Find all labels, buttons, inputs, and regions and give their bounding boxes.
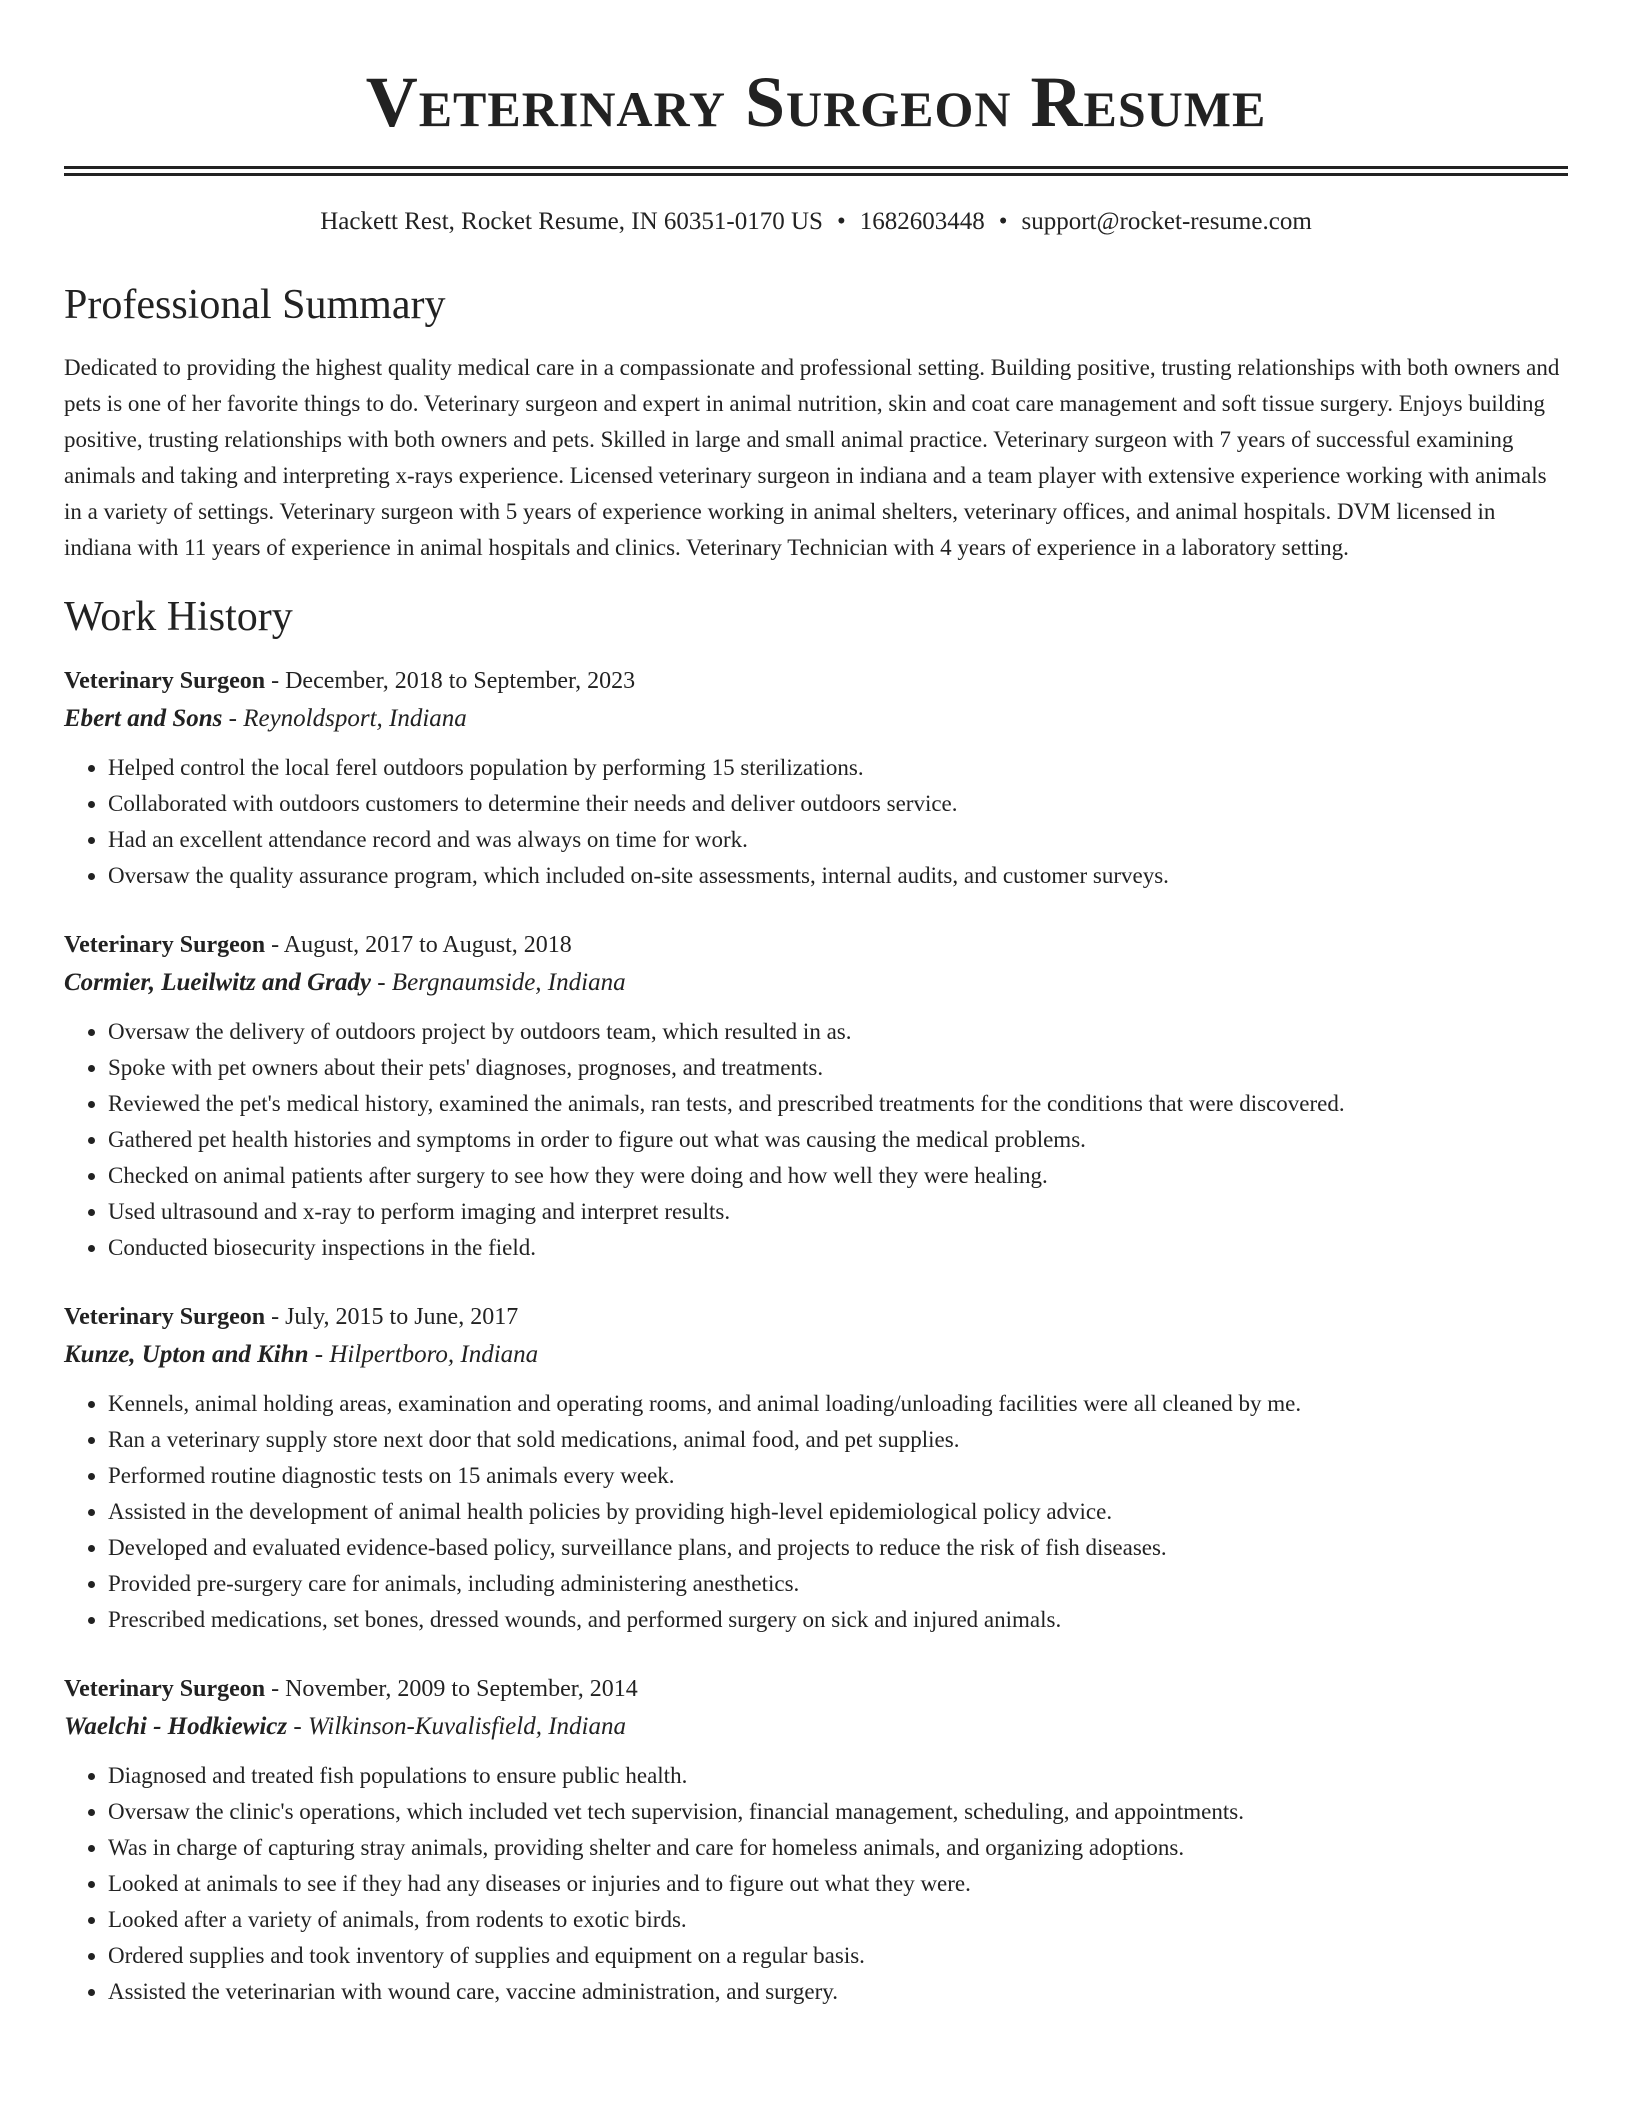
job-company: Waelchi - Hodkiewicz xyxy=(64,1713,288,1740)
duty-item: • Oversaw the quality assurance program, which included on-site assessments, internal audits, and customer surveys. xyxy=(108,858,1568,894)
contact-line xyxy=(64,206,1568,238)
job-title-line xyxy=(64,926,1568,964)
duty-item: • Ordered supplies and took inventory of supplies and equipment on a regular basis. xyxy=(108,1938,1568,1974)
job-entry xyxy=(64,926,1568,1266)
duty-item: • Prescribed medications, set bones, dressed wounds, and performed surgery on sick and injured animals. xyxy=(108,1602,1568,1638)
duty-item: • Checked on animal patients after surgery to see how they were doing and how well they were healing. xyxy=(108,1158,1568,1194)
duty-item: • Conducted biosecurity inspections in the field. xyxy=(108,1230,1568,1266)
duty-item: • Used ultrasound and x-ray to perform imaging and interpret results. xyxy=(108,1194,1568,1230)
job-duties-list xyxy=(64,1014,1568,1266)
job-entry xyxy=(64,1298,1568,1638)
job-duties-list xyxy=(64,1758,1568,2010)
job-title-line xyxy=(64,1670,1568,1708)
job-role: Veterinary Surgeon xyxy=(64,1304,266,1330)
duty-item: • Spoke with pet owners about their pets' diagnoses, prognoses, and treatments. xyxy=(108,1050,1568,1086)
duty-item: • Reviewed the pet's medical history, examined the animals, ran tests, and prescribed treatments for the conditions that were discovered. xyxy=(108,1086,1568,1122)
duty-item: • Oversaw the clinic's operations, which included vet tech supervision, financial management, scheduling, and appointments. xyxy=(108,1794,1568,1830)
duty-item: • Had an excellent attendance record and was always on time for work. xyxy=(108,822,1568,858)
duty-item: • Was in charge of capturing stray animals, providing shelter and care for homeless animals, and organizing adoptions. xyxy=(108,1830,1568,1866)
job-entry xyxy=(64,1670,1568,2010)
job-company: Kunze, Upton and Kihn xyxy=(64,1341,309,1368)
job-company-line xyxy=(64,964,1568,1002)
contact-email: support@rocket-resume.com xyxy=(1021,208,1312,235)
job-title-line xyxy=(64,1298,1568,1336)
job-company-line xyxy=(64,1708,1568,1746)
job-company: Ebert and Sons xyxy=(64,705,223,732)
job-title-line xyxy=(64,662,1568,700)
duty-item: • Collaborated with outdoors customers to determine their needs and deliver outdoors service. xyxy=(108,786,1568,822)
duty-item: • Performed routine diagnostic tests on 15 animals every week. xyxy=(108,1458,1568,1494)
duty-item: • Developed and evaluated evidence-based policy, surveillance plans, and projects to reduce the risk of fish diseases. xyxy=(108,1530,1568,1566)
duty-item: • Assisted in the development of animal health policies by providing high-level epidemiological policy advice. xyxy=(108,1494,1568,1530)
job-location: - Wilkinson-Kuvalisfield, Indiana xyxy=(287,1713,626,1740)
duty-item: • Provided pre-surgery care for animals, including administering anesthetics. xyxy=(108,1566,1568,1602)
duty-item: • Diagnosed and treated fish populations to ensure public health. xyxy=(108,1758,1568,1794)
duty-item: • Oversaw the delivery of outdoors project by outdoors team, which resulted in as. xyxy=(108,1014,1568,1050)
job-role: Veterinary Surgeon xyxy=(64,668,266,694)
work-history-heading: Work History xyxy=(64,594,293,640)
job-dates: - November, 2009 to September, 2014 xyxy=(265,1676,638,1702)
job-location: - Bergnaumside, Indiana xyxy=(370,969,626,996)
duty-item: • Looked after a variety of animals, from rodents to exotic birds. xyxy=(108,1902,1568,1938)
duty-item: • Gathered pet health histories and symptoms in order to figure out what was causing the medical problems. xyxy=(108,1122,1568,1158)
job-company-line xyxy=(64,700,1568,738)
contact-separator: • xyxy=(836,208,846,235)
contact-phone: 1682603448 xyxy=(859,208,985,235)
job-company: Cormier, Lueilwitz and Grady xyxy=(64,969,371,996)
job-dates: - July, 2015 to June, 2017 xyxy=(265,1304,519,1330)
job-location: - Hilpertboro, Indiana xyxy=(308,1341,539,1368)
job-location: - Reynoldsport, Indiana xyxy=(222,705,467,732)
job-duties-list xyxy=(64,1386,1568,1638)
resume-title: Veterinary Surgeon Resume xyxy=(365,62,1267,142)
duty-item: • Assisted the veterinarian with wound care, vaccine administration, and surgery. xyxy=(108,1974,1568,2010)
title-double-rule xyxy=(64,166,1568,176)
duty-item: • Looked at animals to see if they had any diseases or injuries and to figure out what they were. xyxy=(108,1866,1568,1902)
contact-separator: • xyxy=(998,208,1008,235)
contact-address: Hackett Rest, Rocket Resume, IN 60351-0170 US xyxy=(320,208,823,235)
job-entry xyxy=(64,662,1568,894)
job-role: Veterinary Surgeon xyxy=(64,932,266,958)
job-role: Veterinary Surgeon xyxy=(64,1676,266,1702)
summary-text: Dedicated to providing the highest quality medical care in a compassionate and professional setting. Building positive, trusting relationships with both owners and pets is one of her favorite things to do. Veterinary surgeon and expert in animal nutrition, skin and coat care management and soft tissue surgery. Enjoys building positive, trusting relationships with both owners and pets. Skilled in large and small animal practice. Veterinary surgeon with 7 years of successful examining animals and taking and interpreting x-rays experience. Licensed veterinary surgeon in indiana and a team player with extensive experience working with animals in a variety of settings. Veterinary surgeon with 5 years of experience working in animal shelters, veterinary offices, and animal hospitals. DVM licensed in indiana with 11 years of experience in animal hospitals and clinics. Veterinary Technician with 4 years of experience in a laboratory setting. xyxy=(64,355,1560,560)
job-duties-list xyxy=(64,750,1568,894)
summary-heading: Professional Summary xyxy=(64,282,446,328)
duty-item: • Ran a veterinary supply store next door that sold medications, animal food, and pet supplies. xyxy=(108,1422,1568,1458)
duty-item: • Helped control the local ferel outdoors population by performing 15 sterilizations. xyxy=(108,750,1568,786)
job-dates: - December, 2018 to September, 2023 xyxy=(265,668,636,694)
job-company-line xyxy=(64,1336,1568,1374)
job-dates: - August, 2017 to August, 2018 xyxy=(265,932,572,958)
duty-item: • Kennels, animal holding areas, examination and operating rooms, and animal loading/unloading facilities were all cleaned by me. xyxy=(108,1386,1568,1422)
